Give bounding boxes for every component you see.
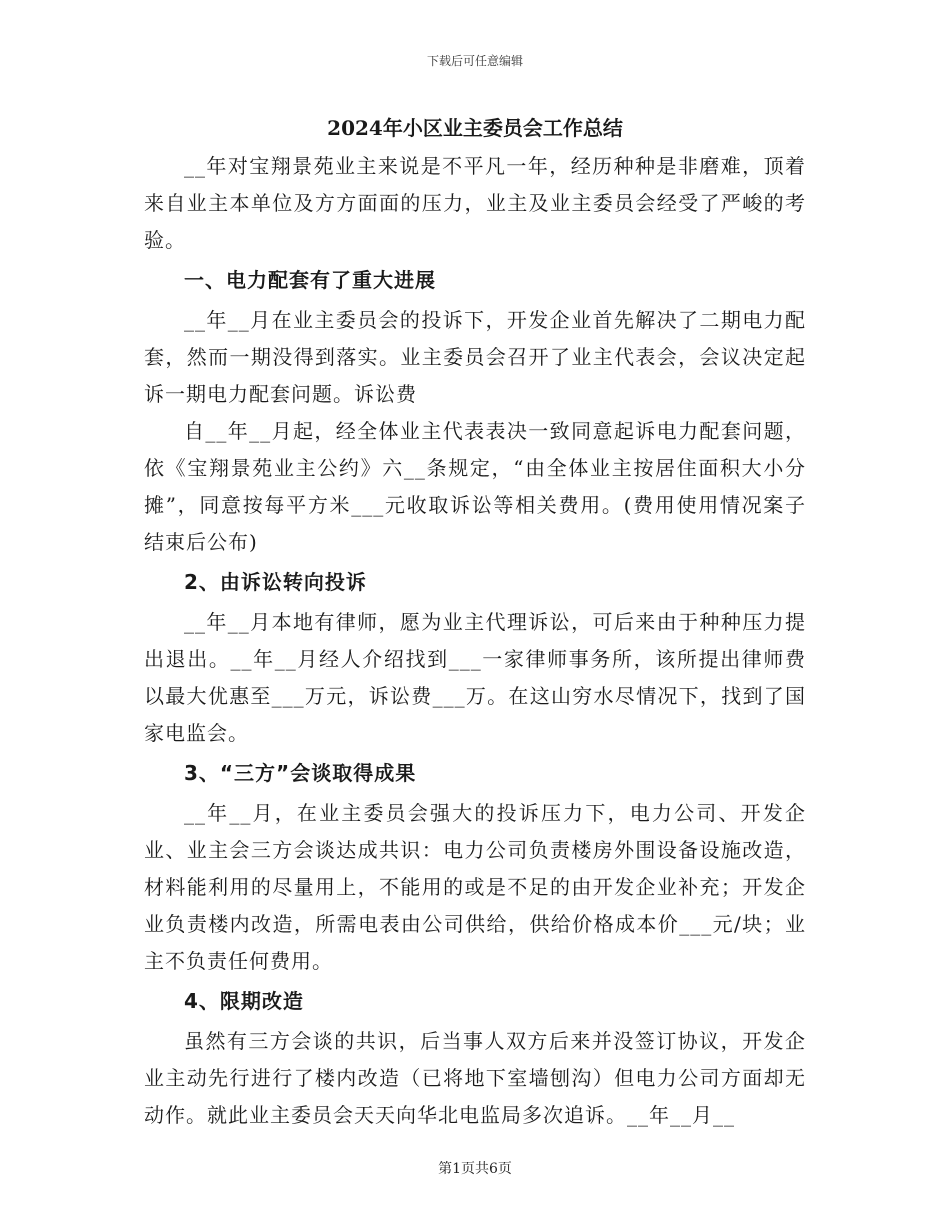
section-heading: 2、由诉讼转向投诉 <box>184 570 367 594</box>
section-heading: 一、电力配套有了重大进展 <box>184 268 436 292</box>
page-header: 下载后可任意编辑 <box>426 54 523 68</box>
paragraph: __年__月，在业主委员会强大的投诉压力下，电力公司、开发企业、业主会三方会谈达成共识：电力公司负责楼房外围设备设施改造，材料能利用的尽量用上，不能用的或是不足的由开发企业补充；开发企业负责楼内改造，所需电表由公司供给，供给价格成本价___元/块；业主不负责任何费用。 <box>144 801 806 973</box>
paragraph: __年__月在业主委员会的投诉下，开发企业首先解决了二期电力配套，然而一期没得到落实。业主委员会召开了业主代表会，会议决定起诉一期电力配套问题。诉讼费 <box>144 308 806 406</box>
section-heading: 3、“三方”会谈取得成果 <box>184 761 417 785</box>
paragraph: 虽然有三方会谈的共识，后当事人双方后来并没签订协议，开发企业主动先行进行了楼内改造（已将地下室墙刨沟）但电力公司方面却无动作。就此业主委员会天天向华北电监局多次追诉。__年__月__ <box>144 1029 806 1127</box>
document-title: 2024年小区业主委员会工作总结 <box>327 116 623 140</box>
page-footer: 第1页共6页 <box>438 1161 512 1177</box>
paragraph: __年__月本地有律师，愿为业主代理诉讼，可后来由于种种压力提出退出。__年__月经人介绍找到___一家律师事务所，该所提出律师费以最大优惠至___万元，诉讼费___万。在这山穷水尽情况下，找到了国家电监会。 <box>144 610 806 745</box>
paragraph: __年对宝翔景苑业主来说是不平凡一年，经历种种是非磨难，顶着来自业主本单位及方方面面的压力，业主及业主委员会经受了严峻的考验。 <box>144 154 806 252</box>
section-heading: 4、限期改造 <box>184 989 304 1013</box>
document-body <box>144 112 806 1134</box>
paragraph: 自__年__月起，经全体业主代表表决一致同意起诉电力配套问题，依《宝翔景苑业主公约》六__条规定，“由全体业主按居住面积大小分摊”，同意按每平方米___元收取诉讼等相关费用。(费用使用情况案子结束后公布) <box>144 419 806 554</box>
